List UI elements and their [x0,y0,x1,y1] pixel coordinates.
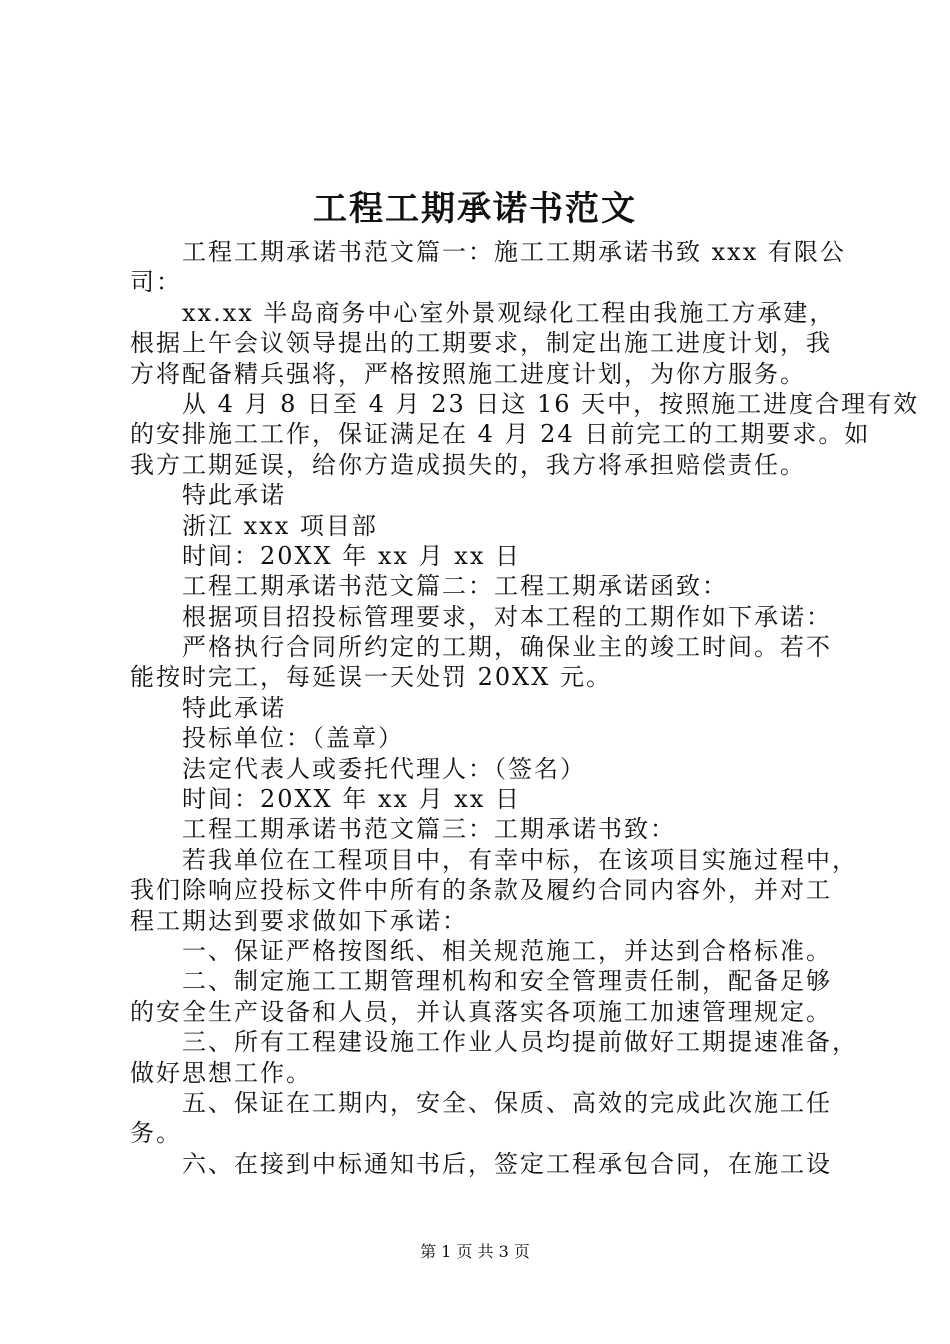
text-line: 务。 [130,1119,182,1148]
text-line: 时间：20XX 年 xx 月 xx 日 [182,541,521,570]
text-line: 二、制定施工工期管理机构和安全管理责任制，配备足够 [182,967,832,996]
text-line: 根据上午会议领导提出的工期要求，制定出施工进度计划，我 [130,329,832,358]
text-line: 严格执行合同所约定的工期，确保业主的竣工时间。若不 [182,633,832,662]
text-line: 从 4 月 8 日至 4 月 23 日这 16 天中，按照施工进度合理有效 [182,389,920,418]
page-number: 第 1 页 共 3 页 [420,1242,530,1261]
text-line: 浙江 xxx 项目部 [182,511,378,540]
text-line: 根据项目招投标管理要求，对本工程的工期作如下承诺： [182,602,832,631]
text-line: 五、保证在工期内，安全、保质、高效的完成此次施工任 [182,1088,832,1117]
text-line: 三、所有工程建设施工作业人员均提前做好工期提速准备， [182,1028,858,1057]
text-line: 特此承诺 [182,481,286,510]
text-line: 特此承诺 [182,693,286,722]
text-line: 工程工期承诺书范文篇二：工程工期承诺函致： [182,572,728,601]
text-line: 我们除响应投标文件中所有的条款及履约合同内容外，并对工 [130,876,832,905]
text-line: 一、保证严格按图纸、相关规范施工，并达到合格标准。 [182,936,832,965]
text-line: 时间：20XX 年 xx 月 xx 日 [182,785,521,814]
text-line: 程工期达到要求做如下承诺： [130,906,468,935]
text-line: 做好思想工作。 [130,1058,312,1087]
text-line: 六、在接到中标通知书后，签定工程承包合同，在施工设 [182,1149,832,1178]
document-body [130,237,920,1179]
text-line: 工程工期承诺书范文篇三：工期承诺书致： [182,815,676,844]
text-line: 工程工期承诺书范文篇一：施工工期承诺书致 xxx 有限公 [182,238,846,266]
text-line: 的安排施工工作，保证满足在 4 月 24 日前完工的工期要求。如 [130,420,871,449]
text-line: 我方工期延误，给你方造成损失的，我方将承担赔偿责任。 [130,450,806,479]
text-line: 方将配备精兵强将，严格按照施工进度计划，为你方服务。 [130,359,806,388]
text-line: 投标单位：（盖章） [182,724,404,753]
text-line: 的安全生产设备和人员，并认真落实各项施工加速管理规定。 [130,997,832,1026]
text-line: 能按时完工，每延误一天处罚 20XX 元。 [130,663,612,692]
text-line: 若我单位在工程项目中，有幸中标，在该项目实施过程中， [182,845,858,874]
text-line: 法定代表人或委托代理人：（签名） [182,754,586,783]
text-line: 司： [130,268,182,297]
text-line: xx.xx 半岛商务中心室外景观绿化工程由我施工方承建， [182,298,836,327]
page-title: 工程工期承诺书范文 [313,189,637,229]
